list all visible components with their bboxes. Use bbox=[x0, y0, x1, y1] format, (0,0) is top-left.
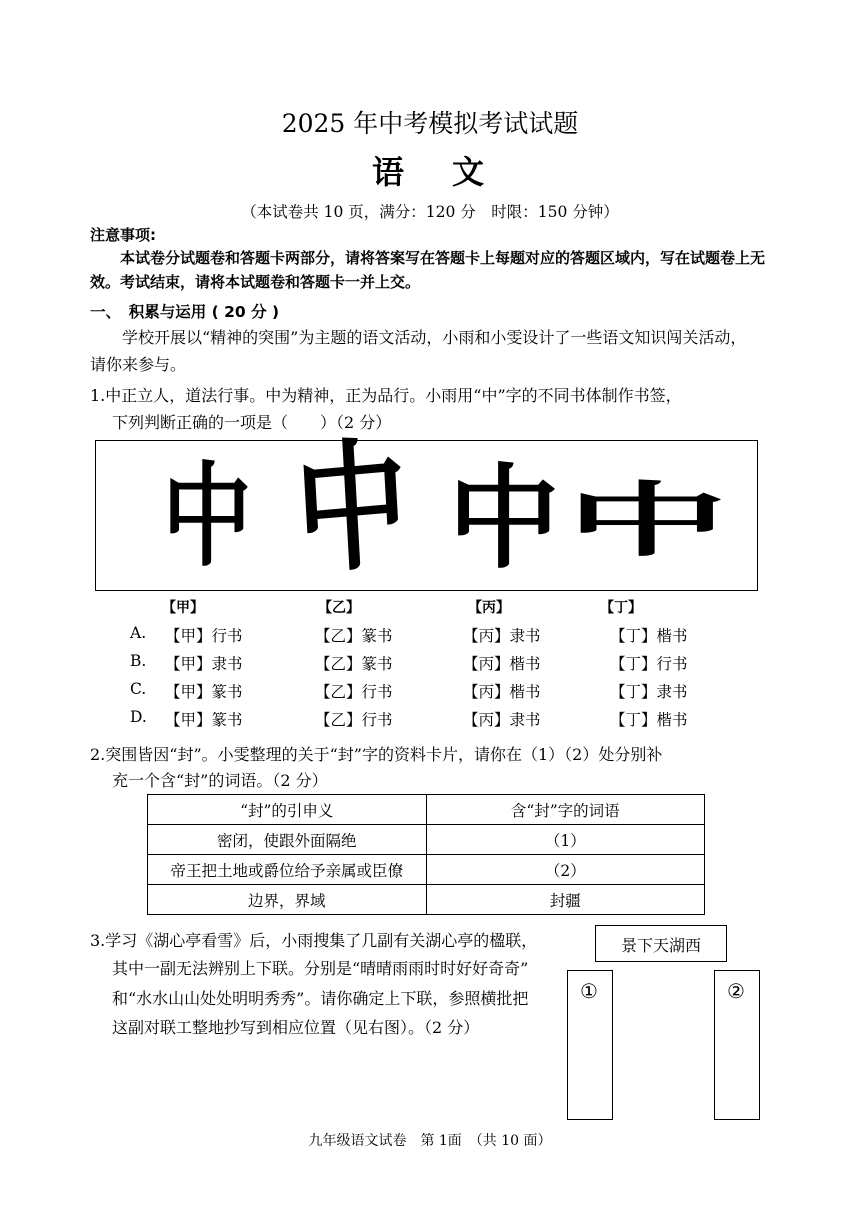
option-d-ding: 【丁】楷书 bbox=[610, 711, 688, 729]
exam-meta: （本试卷共 10 页，满分：120 分 时限：150 分钟） bbox=[241, 203, 619, 221]
label-yi: 【乙】 bbox=[318, 600, 360, 616]
option-d-bing: 【丙】隶书 bbox=[463, 711, 541, 729]
answer-blank-2: （2） bbox=[426, 855, 705, 885]
option-a-yi: 【乙】篆书 bbox=[315, 627, 393, 645]
q2-line1: 2.突围皆因“封”。小雯整理的关于“封”字的资料卡片，请你在（1）（2）处分别补 bbox=[90, 745, 663, 764]
couplet-right-scroll bbox=[714, 970, 760, 1120]
section-heading: 一、 积累与运用 ( 20 分 ) bbox=[90, 303, 280, 321]
glyph-yi: 中 bbox=[291, 421, 413, 595]
q3-line2: 其中一副无法辨别上下联。分别是“晴晴雨雨时时好好奇奇” bbox=[112, 959, 529, 978]
section-intro: 学校开展以“精神的突围”为主题的语文活动，小雨和小雯设计了一些语文知识闯关活动，请你来参与。 bbox=[90, 328, 747, 374]
subject-title bbox=[0, 147, 860, 193]
exam-title: 2025 年中考模拟考试试题 bbox=[281, 109, 579, 138]
table-header-meaning: “封”的引申义 bbox=[148, 795, 427, 825]
table-row bbox=[148, 825, 705, 855]
option-c-bing: 【丙】楷书 bbox=[463, 683, 541, 701]
option-a-letter: A. bbox=[130, 624, 147, 642]
table-cell: 密闭，使跟外面隔绝 bbox=[148, 825, 427, 855]
subject-char-2: 文 bbox=[452, 153, 489, 191]
page-footer: 九年级语文试卷 第 1面 （共 10 面） bbox=[308, 1133, 552, 1149]
option-c-yi: 【乙】行书 bbox=[315, 683, 393, 701]
notice-heading: 注意事项: bbox=[90, 226, 156, 244]
glyph-jia: 中 bbox=[162, 451, 252, 582]
table-cell: 帝王把土地或爵位给予亲属或臣僚 bbox=[148, 855, 427, 885]
q2-line2: 充一个含“封”的词语。（2 分） bbox=[112, 771, 328, 790]
table-row bbox=[148, 795, 705, 825]
option-c-jia: 【甲】篆书 bbox=[165, 683, 243, 701]
couplet-right-mark: ② bbox=[727, 979, 745, 1003]
q3-line1: 3.学习《湖心亭看雪》后，小雨搜集了几副有关湖心亭的楹联， bbox=[90, 931, 538, 950]
option-b-letter: B. bbox=[130, 652, 147, 670]
glyph-bing: 中 bbox=[448, 453, 560, 584]
option-b-jia: 【甲】隶书 bbox=[165, 655, 243, 673]
label-bing: 【丙】 bbox=[468, 600, 510, 616]
option-d-letter: D. bbox=[130, 708, 147, 726]
table-header-word: 含“封”字的词语 bbox=[426, 795, 705, 825]
answer-blank-1: （1） bbox=[426, 825, 705, 855]
label-ding: 【丁】 bbox=[600, 600, 642, 616]
q3-line3: 和“水水山山处处明明秀秀”。请你确定上下联，参照横批把 bbox=[112, 989, 529, 1008]
option-d-yi: 【乙】行书 bbox=[315, 711, 393, 729]
option-d-jia: 【甲】篆书 bbox=[165, 711, 243, 729]
option-a-jia: 【甲】行书 bbox=[165, 627, 243, 645]
table-row bbox=[148, 855, 705, 885]
option-b-bing: 【丙】楷书 bbox=[463, 655, 541, 673]
notice-text: 本试卷分试题卷和答题卡两部分，请将答案写在答题卡上每题对应的答题区域内，写在试题卷上无效。考试结束，请将本试题卷和答题卡一并上交。 bbox=[90, 249, 766, 291]
option-a-ding: 【丁】楷书 bbox=[610, 627, 688, 645]
option-a-bing: 【丙】隶书 bbox=[463, 627, 541, 645]
table-cell: 边界，界域 bbox=[148, 885, 427, 915]
feng-card-table bbox=[147, 794, 705, 915]
couplet-left-scroll bbox=[567, 970, 613, 1120]
option-c-ding: 【丁】隶书 bbox=[610, 683, 688, 701]
glyph-ding: 中 bbox=[566, 473, 729, 568]
table-cell: 封疆 bbox=[426, 885, 705, 915]
couplet-left-mark: ① bbox=[580, 979, 598, 1003]
table-row bbox=[148, 885, 705, 915]
q3-line4: 这副对联工整地抄写到相应位置（见右图）。（2 分） bbox=[112, 1018, 480, 1037]
q1-line1: 1.中正立人，道法行事。中为精神，正为品行。小雨用“中”字的不同书体制作书签， bbox=[90, 386, 682, 405]
couplet-banner-text: 景下天湖西 bbox=[620, 936, 701, 955]
q1-line2: 下列判断正确的一项是（ ）（2 分） bbox=[112, 413, 392, 432]
option-b-yi: 【乙】篆书 bbox=[315, 655, 393, 673]
option-c-letter: C. bbox=[130, 680, 147, 698]
couplet-banner bbox=[595, 925, 727, 962]
label-jia: 【甲】 bbox=[162, 600, 204, 616]
subject-char-1: 语 bbox=[371, 153, 408, 191]
option-b-ding: 【丁】行书 bbox=[610, 655, 688, 673]
